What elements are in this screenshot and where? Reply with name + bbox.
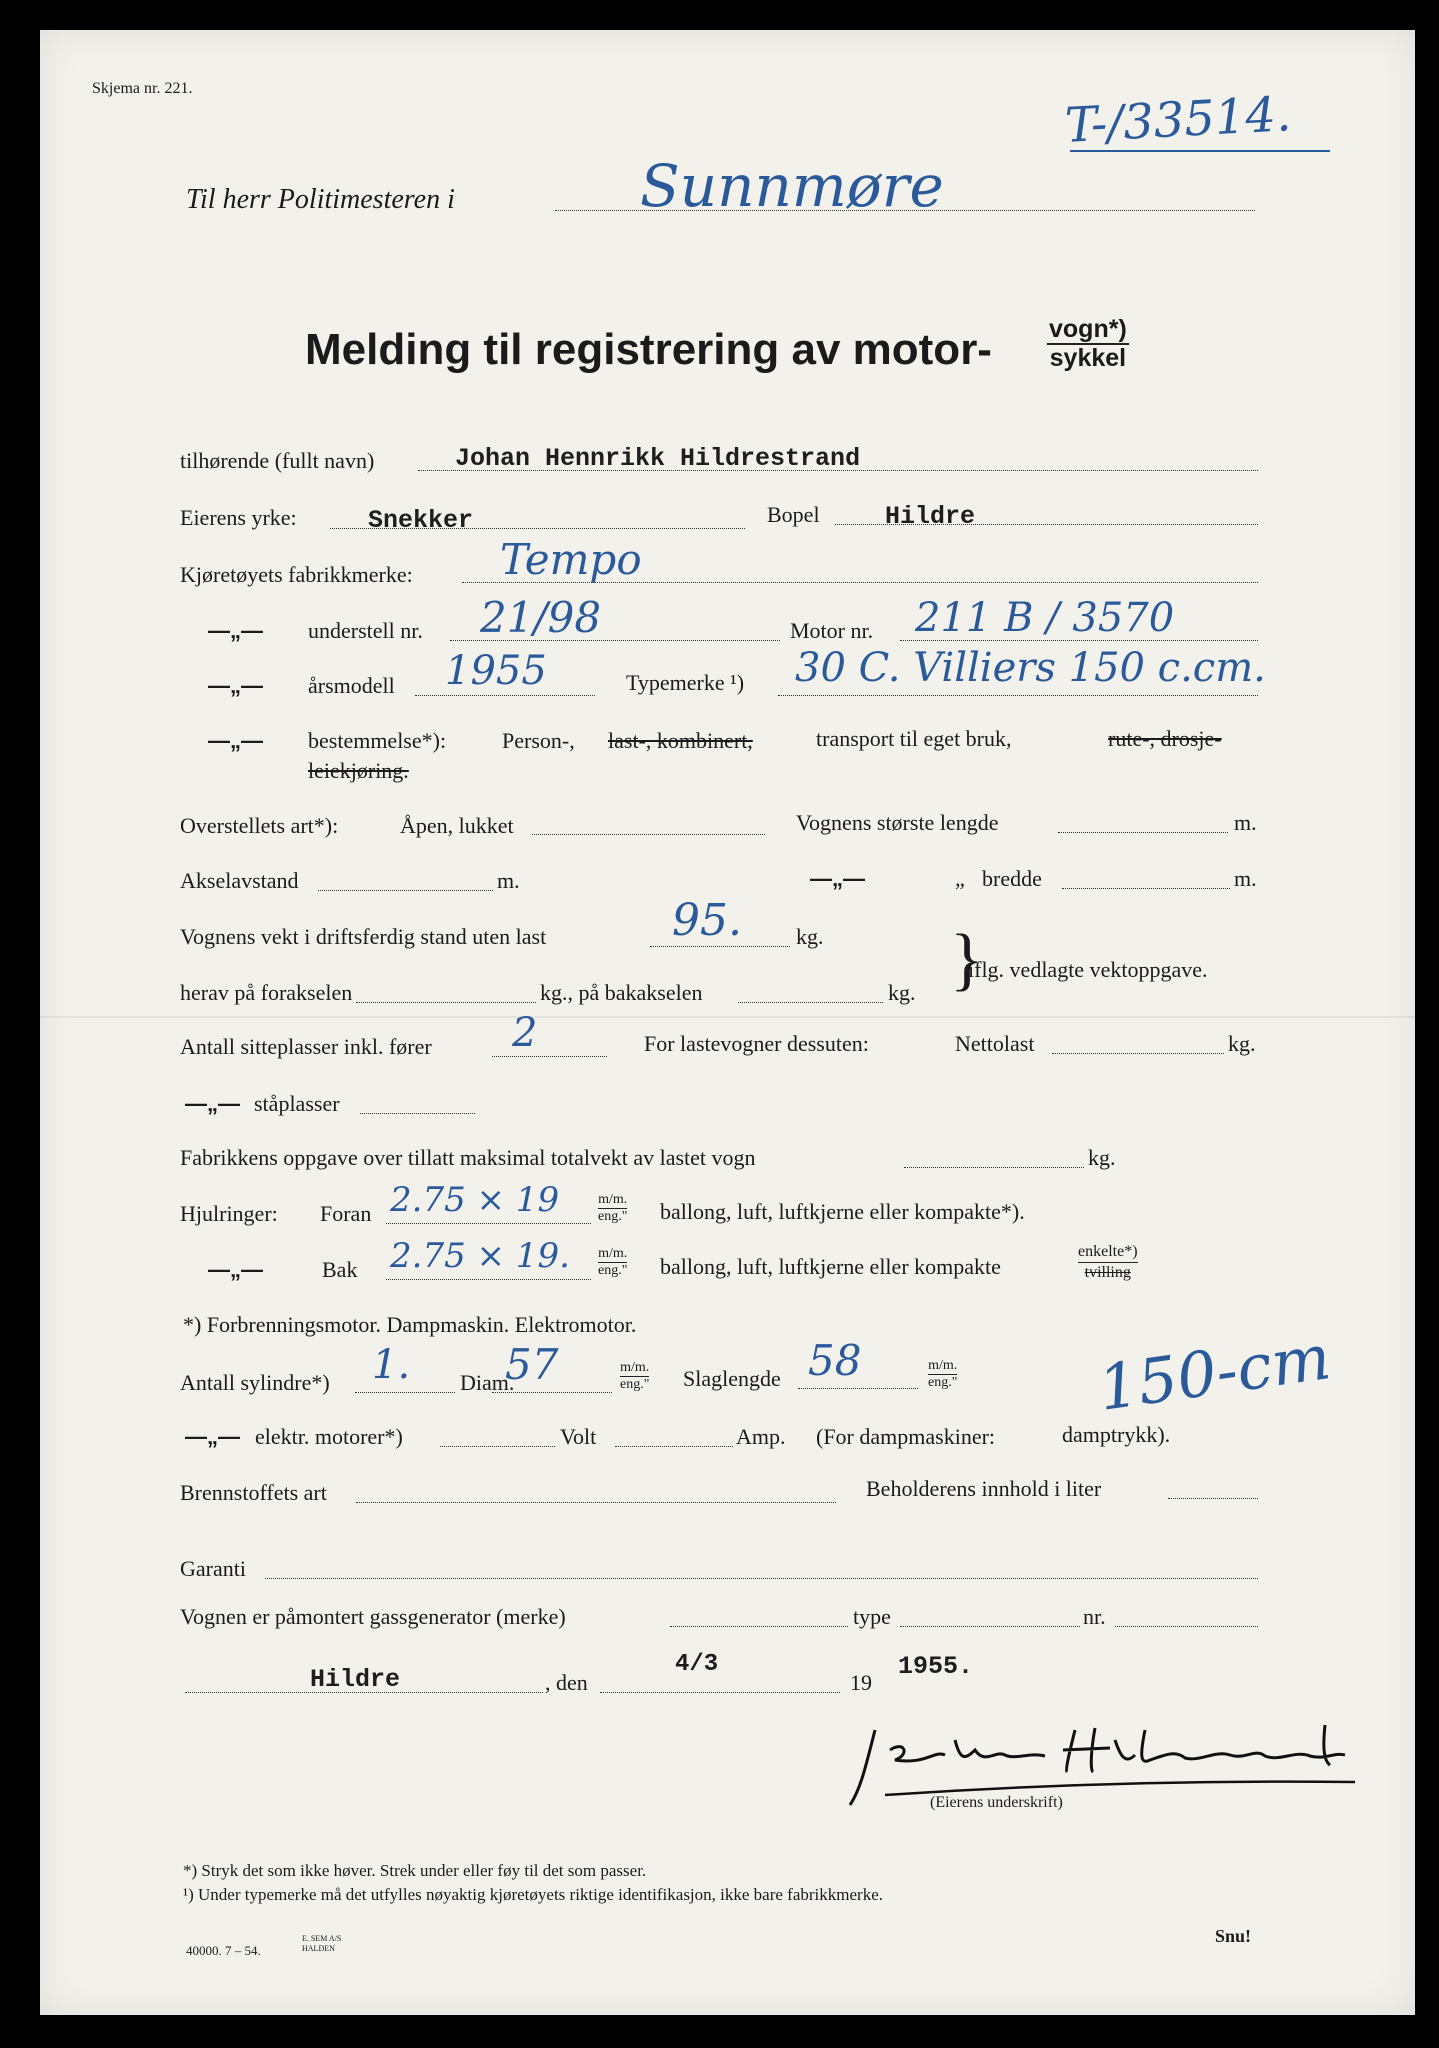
tank-label: Beholderens innhold i liter	[866, 1476, 1102, 1501]
purpose-transport: transport til eget bruk,	[816, 726, 1012, 751]
rear-axle-unit: kg.	[888, 980, 916, 1005]
weight-note: iflg. vedlagte vektoppgave.	[968, 957, 1208, 982]
warranty-label: Garanti	[180, 1556, 246, 1581]
tires-label: Hjulringer:	[180, 1201, 278, 1226]
cylinders-line	[355, 1392, 455, 1393]
sign-year-value: 1955.	[898, 1652, 974, 1681]
width-line	[1062, 888, 1230, 889]
type-value: 30 C. Villiers 150 c.cm.	[795, 645, 1266, 691]
twin-label-struck: tvilling	[1084, 1264, 1131, 1281]
body-line	[532, 834, 765, 835]
make-value: Tempo	[500, 535, 642, 584]
front-tire-label: Foran	[320, 1201, 372, 1226]
diam-line	[492, 1392, 612, 1393]
title-fraction	[1047, 316, 1129, 372]
seats-line	[492, 1056, 607, 1057]
amp-label: Amp.	[736, 1424, 786, 1449]
residence-line	[835, 524, 1258, 525]
electric-line	[440, 1446, 555, 1447]
net-load-unit: kg.	[1228, 1031, 1256, 1056]
occupation-line	[330, 528, 745, 529]
axle-unit: m.	[497, 868, 520, 893]
ditto-mark-5: —„—	[185, 1091, 240, 1116]
axle-label: Akselavstand	[180, 868, 299, 893]
chassis-line	[450, 640, 780, 641]
cylinders-label: Antall sylindre*)	[180, 1370, 330, 1395]
body-value: Åpen, lukket	[400, 813, 514, 838]
motor-label: Motor nr.	[790, 618, 874, 643]
net-load-label: Nettolast	[955, 1031, 1035, 1056]
stroke-value: 58	[808, 1336, 862, 1385]
volt-label: Volt	[560, 1424, 597, 1449]
rear-tire-unit	[598, 1246, 627, 1279]
steam-label: (For dampmaskiner:	[816, 1424, 996, 1449]
standing-line	[360, 1113, 475, 1114]
print-code: 40000. 7 – 54.	[186, 1943, 261, 1958]
warranty-line	[265, 1578, 1258, 1579]
weight-line	[650, 946, 790, 947]
stroke-label: Slaglengde	[683, 1366, 781, 1391]
width-label: bredde	[982, 866, 1042, 891]
axle-line	[318, 890, 493, 891]
make-label: Kjøretøyets fabrikkmerke:	[180, 562, 413, 587]
weight-unit: kg.	[796, 924, 824, 949]
ditto-mark-6: —„—	[208, 1257, 263, 1282]
gas-nr-label: nr.	[1083, 1604, 1106, 1629]
place-line	[185, 1692, 543, 1693]
title-lower: sykkel	[1049, 344, 1127, 372]
footnote-1: *) Stryk det som ikke høver. Strek under eller føy til det som passer.	[183, 1861, 647, 1880]
owner-signature	[835, 1710, 1395, 1820]
stroke-mm: m/m.	[928, 1358, 958, 1373]
ditto-mark-3: —„—	[208, 728, 263, 753]
place-value: Hildre	[310, 1665, 401, 1694]
rear-tire-value: 2.75 × 19.	[390, 1236, 570, 1276]
seats-label: Antall sitteplasser inkl. fører	[180, 1034, 432, 1059]
length-label: Vognens største lengde	[796, 810, 999, 835]
ditto-mark-1: —„—	[208, 618, 263, 643]
addressee-label: Til herr Politimesteren i	[186, 184, 455, 215]
purpose-leie-struck: leiekjøring.	[308, 758, 409, 783]
front-axle-label: herav på forakselen	[180, 980, 353, 1005]
rear-eng: eng."	[598, 1263, 628, 1278]
year-line	[415, 695, 595, 696]
gas-type-line	[900, 1626, 1080, 1627]
date-value: 4/3	[675, 1651, 719, 1678]
gas-nr-line	[1115, 1626, 1258, 1627]
year-label: årsmodell	[308, 673, 395, 698]
rear-mm: m/m.	[598, 1246, 628, 1261]
purpose-person: Person-,	[502, 728, 575, 753]
form-number: Skjema nr. 221.	[92, 80, 193, 97]
make-line	[462, 582, 1258, 583]
fuel-label: Brennstoffets art	[180, 1480, 327, 1505]
ditto-mark-7: —„—	[185, 1424, 240, 1449]
front-mm: m/m.	[598, 1192, 628, 1207]
reference-number: T-/33514.	[1063, 86, 1293, 154]
year-value: 1955	[445, 648, 547, 694]
weight-value: 95.	[672, 895, 742, 946]
printer: E. SEM A/S HALDEN	[302, 1934, 342, 1953]
rear-axle-line	[738, 1002, 883, 1003]
purpose-rute-struck: rute-, drosje-	[1108, 726, 1222, 751]
footnote-2: ¹) Under typemerke må det utfylles nøyaktig kjøretøyets riktige identifikasjon, ikke bare fabrikkmerke.	[183, 1885, 883, 1904]
fold-crease	[40, 1016, 1415, 1018]
chassis-label: understell nr.	[308, 618, 423, 643]
addressee-value: Sunnmøre	[640, 152, 944, 220]
rear-axle-label: kg., på bakakselen	[540, 980, 703, 1005]
owner-line	[418, 470, 1258, 471]
diam-eng: eng."	[620, 1377, 650, 1392]
title-upper: vogn*)	[1049, 315, 1127, 343]
width-unit: m.	[1234, 866, 1257, 891]
front-tire-line	[386, 1223, 591, 1224]
cargo-label: For lastevogner dessuten:	[644, 1031, 869, 1056]
residence-value: Hildre	[885, 502, 976, 531]
rear-tire-line	[386, 1279, 591, 1280]
single-twin-fraction	[1078, 1242, 1138, 1283]
occupation-value: Snekker	[368, 506, 474, 535]
motor-value: 211 B / 3570	[915, 595, 1175, 641]
tank-line	[1168, 1498, 1258, 1499]
max-weight-unit: kg.	[1088, 1145, 1116, 1170]
chassis-value: 21/98	[480, 593, 602, 642]
front-axle-line	[356, 1002, 536, 1003]
occupation-label: Eierens yrke:	[180, 505, 297, 530]
gas-type-label: type	[853, 1604, 891, 1629]
diam-label: Diam.	[460, 1370, 515, 1395]
displacement-value: 150-cm	[1094, 1320, 1335, 1425]
stroke-line	[798, 1388, 918, 1389]
diam-value: 57	[505, 1340, 559, 1389]
length-unit: m.	[1234, 810, 1257, 835]
net-load-line	[1052, 1053, 1224, 1054]
turn-over: Snu!	[1215, 1926, 1252, 1946]
gas-gen-label: Vognen er påmontert gassgenerator (merke)	[180, 1604, 566, 1629]
single-label: enkelte*)	[1078, 1242, 1138, 1263]
stroke-unit	[928, 1358, 957, 1391]
weight-label: Vognens vekt i driftsferdig stand uten last	[180, 924, 547, 949]
front-tire-options: ballong, luft, luftkjerne eller kompakte*).	[660, 1199, 1025, 1224]
ditto-mark-2: —„—	[208, 673, 263, 698]
owner-value: Johan Hennrikk Hildrestrand	[455, 444, 861, 473]
stroke-eng: eng."	[928, 1375, 958, 1390]
standing-label: ståplasser	[254, 1091, 340, 1116]
addressee-line	[555, 210, 1255, 211]
date-label: , den	[545, 1670, 588, 1695]
rear-tire-label: Bak	[322, 1257, 358, 1282]
fuel-line	[356, 1502, 836, 1503]
weight-brace: }	[950, 921, 984, 998]
seats-value: 2	[512, 1010, 538, 1056]
rear-tire-options: ballong, luft, luftkjerne eller kompakte	[660, 1254, 1001, 1279]
purpose-label: bestemmelse*):	[308, 728, 447, 753]
signature-caption: (Eierens underskrift)	[930, 1794, 1063, 1811]
width-ditto: „	[955, 866, 965, 891]
front-tire-value: 2.75 × 19	[390, 1180, 560, 1220]
max-weight-line	[904, 1167, 1084, 1168]
ditto-mark-4: —„—	[810, 866, 865, 891]
date-line	[600, 1692, 840, 1693]
body-label: Overstellets art*):	[180, 813, 339, 838]
owner-label: tilhørende (fullt navn)	[180, 448, 375, 473]
diam-unit	[620, 1360, 649, 1393]
cylinders-value: 1.	[372, 1342, 411, 1388]
length-line	[1058, 832, 1228, 833]
steam-pressure: damptrykk).	[1062, 1422, 1171, 1447]
motor-line	[900, 640, 1258, 641]
residence-label: Bopel	[767, 502, 820, 527]
front-eng: eng."	[598, 1209, 628, 1224]
max-weight-label: Fabrikkens oppgave over tillatt maksimal totalvekt av lastet vogn	[180, 1145, 756, 1170]
title-main: Melding til registrering av motor-	[305, 325, 992, 374]
type-label: Typemerke ¹)	[626, 670, 745, 695]
motor-types: *) Forbrenningsmotor. Dampmaskin. Elektromotor.	[183, 1312, 637, 1337]
gas-gen-line	[670, 1626, 848, 1627]
electric-label: elektr. motorer*)	[255, 1424, 403, 1449]
diam-mm: m/m.	[620, 1360, 650, 1375]
year-prefix: 19	[850, 1670, 872, 1695]
type-line	[778, 695, 1258, 696]
reference-underline	[1070, 150, 1330, 152]
purpose-last-struck: last-, kombinert,	[608, 728, 753, 753]
volt-line	[615, 1446, 733, 1447]
front-tire-unit	[598, 1192, 627, 1225]
